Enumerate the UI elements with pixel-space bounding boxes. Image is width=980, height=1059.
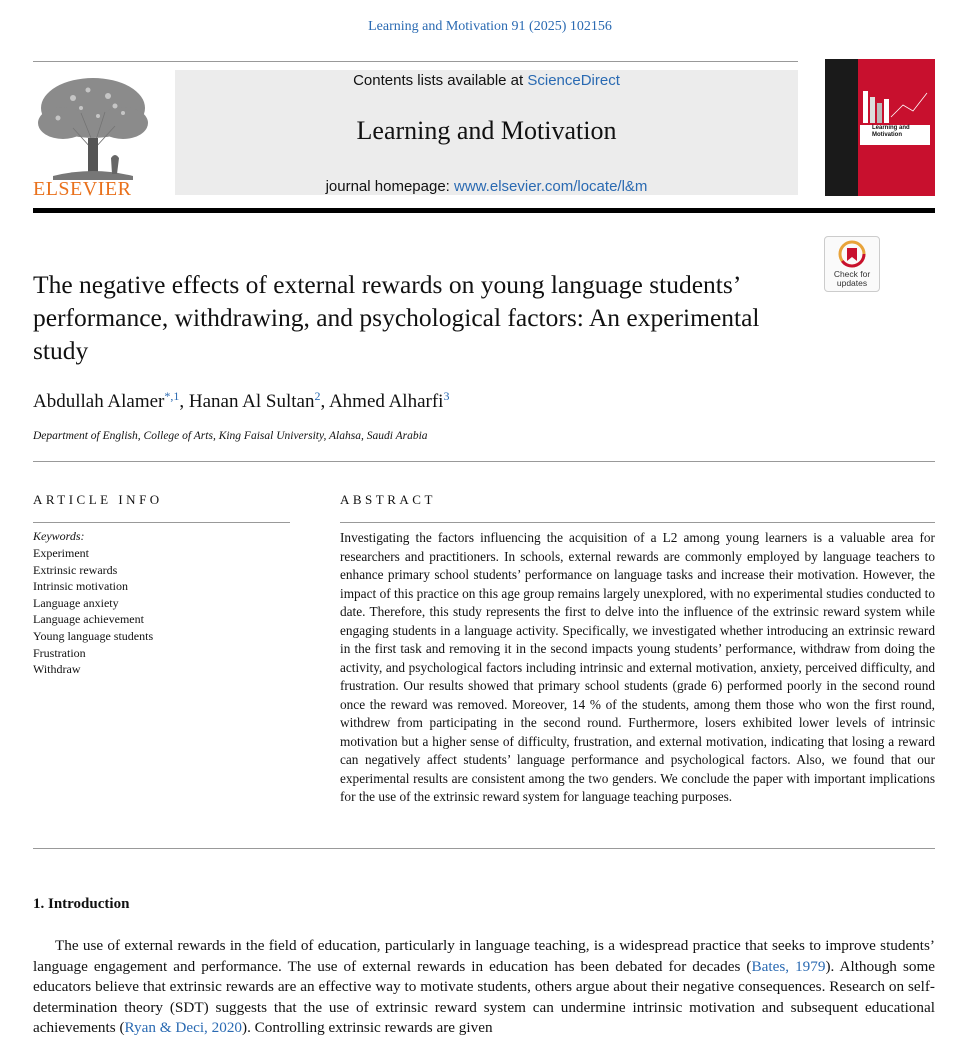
intro-text-2: ). Although some educators believe that extrinsic rewards are an effective way to motivate students, others argue about their negative consequences. Research on self-determination theory (SDT) suggests that the use of extrinsic reward system can undermine intrinsic motivation and subsequent educational achievements ( [33, 957, 936, 1036]
sciencedirect-link[interactable]: ScienceDirect [527, 72, 620, 89]
author-affiliation-marker[interactable]: 3 [443, 389, 450, 403]
check-for-updates-label [824, 270, 880, 288]
citation-link[interactable]: Bates, 1979 [751, 957, 826, 975]
article-info-rule [33, 522, 290, 523]
cover-dark-panel [825, 59, 858, 196]
keyword-item: Withdraw [33, 662, 81, 677]
keywords-list [33, 545, 153, 678]
author-name[interactable]: Hanan Al Sultan [188, 391, 315, 412]
author-separator: , [179, 391, 189, 412]
check-updates-icon [825, 239, 879, 269]
intro-text-1: The use of external rewards in the field of education, particularly in language teaching, is a widespread practice that seeks to improve students’ language engagement and performance. The use of external rewards in education has been debated for decades ( [33, 937, 935, 975]
abstract-bottom-rule [33, 848, 935, 849]
introduction-paragraph [33, 936, 935, 1039]
homepage-prefix: journal homepage: [325, 178, 455, 195]
journal-title: Learning and Motivation [356, 116, 617, 145]
keyword-item: Language anxiety [33, 595, 119, 610]
journal-cover-image[interactable] [825, 59, 935, 196]
author-affiliation-marker[interactable]: *,1 [164, 389, 180, 403]
journal-homepage-link[interactable]: www.elsevier.com/locate/l&m [454, 178, 648, 195]
author-name[interactable]: Abdullah Alamer [33, 391, 165, 412]
keyword-item: Frustration [33, 645, 86, 660]
journal-reference[interactable]: Learning and Motivation 91 (2025) 102156 [368, 19, 612, 34]
article-title: The negative effects of external rewards on young language students’ performance, withdrawing, and psychological factors: An experimental study [33, 270, 760, 365]
title-divider [33, 461, 935, 462]
contents-lists-line [175, 72, 798, 89]
affiliation: Department of English, College of Arts, King Faisal University, Alahsa, Saudi Arabia [33, 430, 428, 442]
cover-graphic [855, 77, 935, 127]
citation-link[interactable]: Ryan & Deci, 2020 [124, 1019, 243, 1036]
introduction-heading: 1. Introduction [33, 896, 130, 912]
author-separator: , [320, 391, 329, 412]
keyword-item: Language achievement [33, 612, 144, 627]
author-list [33, 389, 449, 413]
badge-line-1: Check for [833, 269, 871, 279]
abstract-text: Investigating the factors influencing the acquisition of a L2 among young learners is a valuable area for researchers and practitioners. In schools, external rewards are commonly employed by language teachers to enhance primary school students’ performance on language tasks and increase their motivation. However, the impact of this practice on this age group remains largely unexplored, with no experimental studies conducted to date. Therefore, this study represents the first to delve into the influence of the extrinsic reward system while engaging students in a language activity. Specifically, we investigated whether introducing an extrinsic reward in the first task and removing it in the second impacts young students’ performance, withdraw from doing the activity, and psychological factors including intrinsic and external motivation, anxiety, perceived difficulty, and frustration. Our results showed that primary school students (grade 6) performed poorly in the second round once the reward was removed. Moreover, 14 % of the students, among them those who won the first round, withdrew from participating in the second round. Furthermore, losers exhibited lower levels of intrinsic motivation but a higher sense of difficulty, frustration, and external motivation, indicating that losing a reward can negatively affect students’ language performance and psychological factors. Also, we found that our experimental results are consistent among the two genders. We conclude the paper with important implications for the use of the extrinsic reward system for language teaching purposes. [340, 530, 935, 804]
author-affiliation-marker[interactable]: 2 [314, 389, 321, 403]
badge-line-2: updates [836, 278, 868, 288]
keyword-item: Experiment [33, 546, 89, 560]
keyword-item: Young language students [33, 628, 154, 643]
intro-text-3: ). Controlling extrinsic rewards are given [242, 1019, 493, 1036]
header-thick-rule [33, 208, 935, 213]
keyword-item: Intrinsic motivation [33, 579, 128, 594]
keyword-item: Extrinsic rewards [33, 562, 118, 577]
header-top-rule [33, 61, 798, 62]
contents-prefix: Contents lists available at [353, 72, 528, 89]
cover-title: Learning and Motivation [860, 125, 930, 145]
keywords-label: Keywords: [33, 529, 85, 543]
abstract-heading: ABSTRACT [340, 492, 436, 507]
publisher-logo-text[interactable]: ELSEVIER [33, 178, 132, 200]
article-info-heading: ARTICLE INFO [33, 492, 163, 507]
journal-homepage-line [175, 178, 798, 195]
abstract-rule [340, 522, 935, 523]
author-name[interactable]: Ahmed Alharfi [328, 391, 444, 412]
